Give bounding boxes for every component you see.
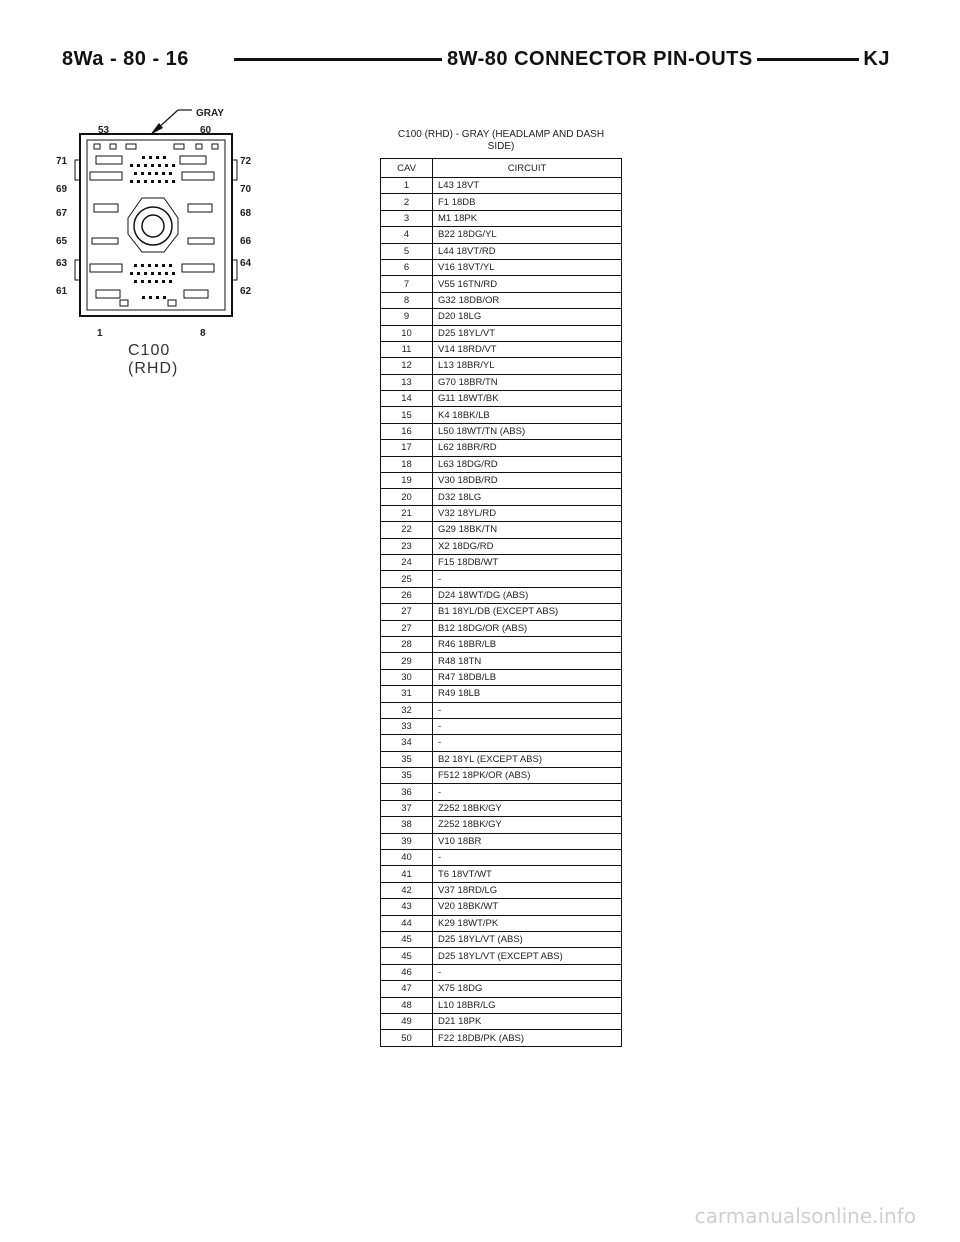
cav-cell: 29 <box>381 653 433 669</box>
circuit-cell: - <box>433 571 622 587</box>
circuit-cell: L63 18DG/RD <box>433 456 622 472</box>
circuit-cell: V16 18VT/YL <box>433 259 622 275</box>
circuit-cell: G70 18BR/TN <box>433 374 622 390</box>
cav-cell: 40 <box>381 850 433 866</box>
table-row <box>381 833 622 849</box>
cav-cell: 41 <box>381 866 433 882</box>
cav-cell: 14 <box>381 391 433 407</box>
circuit-cell: R46 18BR/LB <box>433 636 622 652</box>
pin-label-1: 1 <box>97 328 103 339</box>
table-row <box>381 784 622 800</box>
cav-cell: 15 <box>381 407 433 423</box>
cav-cell: 44 <box>381 915 433 931</box>
circuit-cell: D24 18WT/DG (ABS) <box>433 587 622 603</box>
table-row <box>381 604 622 620</box>
circuit-cell: R48 18TN <box>433 653 622 669</box>
connector-name: C100 <box>128 342 171 359</box>
table-row <box>381 800 622 816</box>
table-row <box>381 817 622 833</box>
circuit-cell: D32 18LG <box>433 489 622 505</box>
circuit-cell: - <box>433 718 622 734</box>
pin-label-60: 60 <box>200 125 212 136</box>
table-row <box>381 489 622 505</box>
cav-cell: 35 <box>381 751 433 767</box>
circuit-cell: G32 18DB/OR <box>433 292 622 308</box>
circuit-cell: F15 18DB/WT <box>433 554 622 570</box>
table-row <box>381 882 622 898</box>
table-row <box>381 735 622 751</box>
table-header-row <box>381 159 622 178</box>
circuit-cell: R47 18DB/LB <box>433 669 622 685</box>
table-row <box>381 374 622 390</box>
connector-color-label: GRAY <box>196 108 224 119</box>
table-row <box>381 276 622 292</box>
cav-cell: 25 <box>381 571 433 587</box>
circuit-cell: L43 18VT <box>433 178 622 194</box>
cav-cell: 20 <box>381 489 433 505</box>
table-row <box>381 1030 622 1046</box>
table-row <box>381 850 622 866</box>
circuit-cell: V14 18RD/VT <box>433 341 622 357</box>
table-row <box>381 751 622 767</box>
circuit-cell: X75 18DG <box>433 981 622 997</box>
cav-cell: 42 <box>381 882 433 898</box>
circuit-cell: B1 18YL/DB (EXCEPT ABS) <box>433 604 622 620</box>
pin-label-66: 66 <box>240 236 252 247</box>
circuit-cell: L10 18BR/LG <box>433 997 622 1013</box>
section-title: 8W-80 CONNECTOR PIN-OUTS <box>443 46 757 72</box>
circuit-cell: G11 18WT/BK <box>433 391 622 407</box>
table-row <box>381 636 622 652</box>
cav-cell: 48 <box>381 997 433 1013</box>
table-row <box>381 178 622 194</box>
circuit-cell: - <box>433 784 622 800</box>
circuit-cell: - <box>433 702 622 718</box>
table-row <box>381 702 622 718</box>
header-circuit: CIRCUIT <box>433 159 622 178</box>
cav-cell: 34 <box>381 735 433 751</box>
circuit-cell: L44 18VT/RD <box>433 243 622 259</box>
circuit-cell: V32 18YL/RD <box>433 505 622 521</box>
table-row <box>381 1013 622 1029</box>
table-row <box>381 194 622 210</box>
cav-cell: 19 <box>381 473 433 489</box>
circuit-cell: L50 18WT/TN (ABS) <box>433 423 622 439</box>
cav-cell: 50 <box>381 1030 433 1046</box>
table-row <box>381 210 622 226</box>
pin-label-53: 53 <box>98 125 110 136</box>
table-title-line2: SIDE) <box>487 141 515 152</box>
cav-cell: 26 <box>381 587 433 603</box>
cav-cell: 8 <box>381 292 433 308</box>
circuit-cell: L62 18BR/RD <box>433 440 622 456</box>
connector-diagram <box>50 100 290 390</box>
circuit-cell: D20 18LG <box>433 309 622 325</box>
table-title <box>380 129 622 153</box>
table-row <box>381 931 622 947</box>
circuit-cell: L13 18BR/YL <box>433 358 622 374</box>
cav-cell: 18 <box>381 456 433 472</box>
circuit-cell: F22 18DB/PK (ABS) <box>433 1030 622 1046</box>
pin-label-71: 71 <box>56 156 68 167</box>
cav-cell: 10 <box>381 325 433 341</box>
cav-cell: 17 <box>381 440 433 456</box>
cav-cell: 12 <box>381 358 433 374</box>
cav-cell: 47 <box>381 981 433 997</box>
pin-label-8: 8 <box>200 328 206 339</box>
table-row <box>381 391 622 407</box>
cav-cell: 22 <box>381 522 433 538</box>
cav-cell: 5 <box>381 243 433 259</box>
cav-cell: 32 <box>381 702 433 718</box>
table-row <box>381 915 622 931</box>
cav-cell: 28 <box>381 636 433 652</box>
table-row <box>381 309 622 325</box>
cav-cell: 9 <box>381 309 433 325</box>
table-row <box>381 587 622 603</box>
circuit-cell: D21 18PK <box>433 1013 622 1029</box>
table-row <box>381 653 622 669</box>
circuit-cell: M1 18PK <box>433 210 622 226</box>
table-row <box>381 981 622 997</box>
circuit-cell: B2 18YL (EXCEPT ABS) <box>433 751 622 767</box>
table-title-line1: C100 (RHD) - GRAY (HEADLAMP AND DASH <box>397 129 605 140</box>
cav-cell: 6 <box>381 259 433 275</box>
table-row <box>381 407 622 423</box>
pin-label-62: 62 <box>240 286 252 297</box>
circuit-cell: B12 18DG/OR (ABS) <box>433 620 622 636</box>
cav-cell: 36 <box>381 784 433 800</box>
page-header <box>58 46 894 74</box>
cav-cell: 43 <box>381 899 433 915</box>
circuit-cell: V10 18BR <box>433 833 622 849</box>
cav-cell: 4 <box>381 227 433 243</box>
circuit-cell: K4 18BK/LB <box>433 407 622 423</box>
cav-cell: 37 <box>381 800 433 816</box>
cav-cell: 3 <box>381 210 433 226</box>
circuit-cell: Z252 18BK/GY <box>433 817 622 833</box>
pin-label-61: 61 <box>56 286 68 297</box>
pin-label-69: 69 <box>56 184 68 195</box>
circuit-cell: K29 18WT/PK <box>433 915 622 931</box>
pinout-table <box>380 158 622 1047</box>
table-row <box>381 473 622 489</box>
circuit-cell: D25 18YL/VT (EXCEPT ABS) <box>433 948 622 964</box>
circuit-cell: F1 18DB <box>433 194 622 210</box>
circuit-cell: D25 18YL/VT (ABS) <box>433 931 622 947</box>
circuit-cell: B22 18DG/YL <box>433 227 622 243</box>
table-row <box>381 964 622 980</box>
circuit-cell: - <box>433 735 622 751</box>
cav-cell: 31 <box>381 686 433 702</box>
cav-cell: 13 <box>381 374 433 390</box>
circuit-cell: V55 16TN/RD <box>433 276 622 292</box>
table-row <box>381 866 622 882</box>
cav-cell: 16 <box>381 423 433 439</box>
table-row <box>381 341 622 357</box>
cav-cell: 49 <box>381 1013 433 1029</box>
circuit-cell: G29 18BK/TN <box>433 522 622 538</box>
pinout-table-body <box>381 178 622 1047</box>
table-row <box>381 423 622 439</box>
cav-cell: 1 <box>381 178 433 194</box>
circuit-cell: R49 18LB <box>433 686 622 702</box>
cav-cell: 30 <box>381 669 433 685</box>
table-row <box>381 538 622 554</box>
cav-cell: 27 <box>381 604 433 620</box>
table-row <box>381 554 622 570</box>
cav-cell: 2 <box>381 194 433 210</box>
cav-cell: 46 <box>381 964 433 980</box>
table-row <box>381 669 622 685</box>
circuit-cell: Z252 18BK/GY <box>433 800 622 816</box>
table-row <box>381 997 622 1013</box>
table-row <box>381 505 622 521</box>
cav-cell: 11 <box>381 341 433 357</box>
table-row <box>381 325 622 341</box>
table-row <box>381 456 622 472</box>
header-rule-left <box>234 58 442 61</box>
table-row <box>381 620 622 636</box>
cav-cell: 39 <box>381 833 433 849</box>
pin-label-72: 72 <box>240 156 252 167</box>
table-row <box>381 718 622 734</box>
cav-cell: 35 <box>381 768 433 784</box>
page-number: 8Wa - 80 - 16 <box>58 46 193 72</box>
table-row <box>381 686 622 702</box>
pin-label-65: 65 <box>56 236 68 247</box>
table-row <box>381 899 622 915</box>
cav-cell: 21 <box>381 505 433 521</box>
circuit-cell: - <box>433 850 622 866</box>
table-row <box>381 292 622 308</box>
model-code: KJ <box>859 46 894 72</box>
table-row <box>381 522 622 538</box>
pin-label-63: 63 <box>56 258 68 269</box>
cav-cell: 24 <box>381 554 433 570</box>
circuit-cell: D25 18YL/VT <box>433 325 622 341</box>
cav-cell: 33 <box>381 718 433 734</box>
cav-cell: 23 <box>381 538 433 554</box>
table-row <box>381 259 622 275</box>
circuit-cell: X2 18DG/RD <box>433 538 622 554</box>
pin-label-70: 70 <box>240 184 252 195</box>
circuit-cell: - <box>433 964 622 980</box>
table-row <box>381 768 622 784</box>
pin-label-68: 68 <box>240 208 252 219</box>
table-row <box>381 227 622 243</box>
table-row <box>381 571 622 587</box>
header-cav: CAV <box>381 159 433 178</box>
cav-cell: 7 <box>381 276 433 292</box>
table-row <box>381 948 622 964</box>
table-row <box>381 358 622 374</box>
cav-cell: 27 <box>381 620 433 636</box>
watermark: carmanualsonline.info <box>694 1204 916 1228</box>
cav-cell: 38 <box>381 817 433 833</box>
circuit-cell: V20 18BK/WT <box>433 899 622 915</box>
circuit-cell: V30 18DB/RD <box>433 473 622 489</box>
cav-cell: 45 <box>381 948 433 964</box>
table-row <box>381 243 622 259</box>
pin-label-64: 64 <box>240 258 252 269</box>
circuit-cell: F512 18PK/OR (ABS) <box>433 768 622 784</box>
circuit-cell: T6 18VT/WT <box>433 866 622 882</box>
pin-label-67: 67 <box>56 208 68 219</box>
circuit-cell: V37 18RD/LG <box>433 882 622 898</box>
connector-side: (RHD) <box>128 360 179 377</box>
cav-cell: 45 <box>381 931 433 947</box>
table-row <box>381 440 622 456</box>
